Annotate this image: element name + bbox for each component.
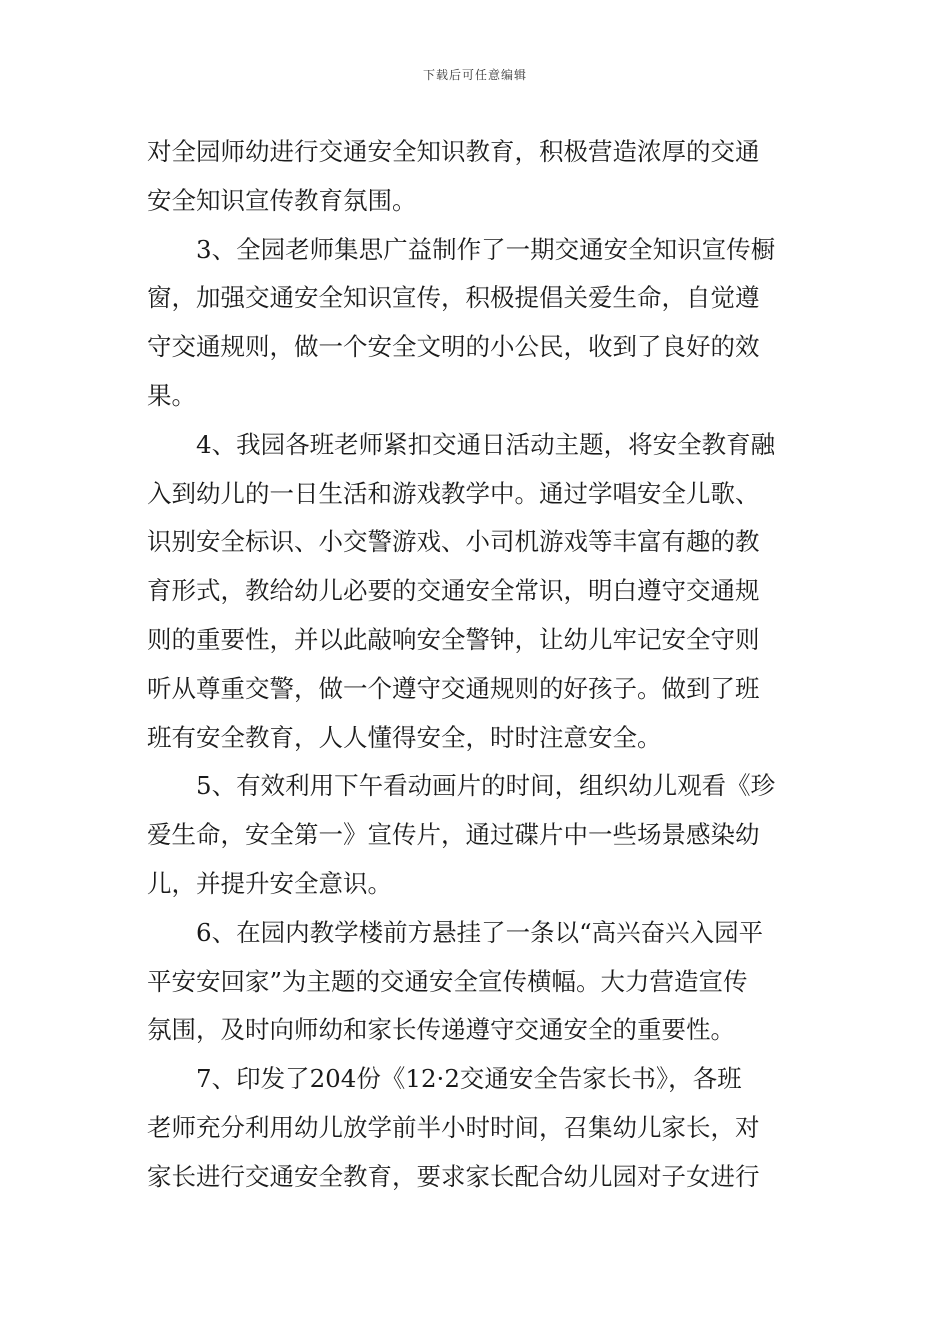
paragraph-start-line: 4、我园各班老师紧扣交通日活动主题，将安全教育融	[196, 429, 776, 459]
text-line: 儿，并提升安全意识。	[147, 868, 392, 898]
body-text	[147, 128, 807, 1202]
paragraph-start-line: 3、全园老师集思广益制作了一期交通安全知识宣传橱	[196, 234, 776, 264]
text-line: 家长进行交通安全教育，要求家长配合幼儿园对子女进行	[147, 1161, 760, 1191]
text-line: 氛围，及时向师幼和家长传递遵守交通安全的重要性。	[147, 1015, 735, 1045]
header-note: 下载后可任意编辑	[422, 68, 527, 82]
text-line: 育形式，教给幼儿必要的交通安全常识，明白遵守交通规	[147, 576, 760, 606]
paragraph-start-line: 7、印发了204份《12·2交通安全告家长书》，各班	[196, 1064, 742, 1094]
text-line: 窗，加强交通安全知识宣传，积极提倡关爱生命，自觉遵	[147, 283, 760, 313]
text-line: 爱生命，安全第一》宣传片，通过碟片中一些场景感染幼	[147, 820, 760, 850]
text-line: 班有安全教育，人人懂得安全，时时注意安全。	[147, 722, 662, 752]
text-line: 听从尊重交警，做一个遵守交通规则的好孩子。做到了班	[147, 673, 760, 703]
text-line: 识别安全标识、小交警游戏、小司机游戏等丰富有趣的教	[147, 527, 760, 557]
text-line: 果。	[147, 380, 196, 410]
text-line: 守交通规则，做一个安全文明的小公民，收到了良好的效	[147, 332, 760, 362]
text-line: 平安安回家”为主题的交通安全宣传横幅。大力营造宣传	[147, 966, 748, 996]
text-line: 老师充分利用幼儿放学前半小时时间，召集幼儿家长，对	[147, 1112, 760, 1142]
paragraph-start-line: 6、在园内教学楼前方悬挂了一条以“高兴奋兴入园平	[196, 917, 764, 947]
text-line: 对全园师幼进行交通安全知识教育，积极营造浓厚的交通	[147, 137, 760, 166]
text-line: 入到幼儿的一日生活和游戏教学中。通过学唱安全儿歌、	[147, 478, 760, 508]
text-line: 安全知识宣传教育氛围。	[147, 185, 417, 215]
paragraph-start-line: 5、有效利用下午看动画片的时间，组织幼儿观看《珍	[196, 771, 776, 801]
text-line: 则的重要性，并以此敲响安全警钟，让幼儿牢记安全守则	[147, 624, 760, 654]
